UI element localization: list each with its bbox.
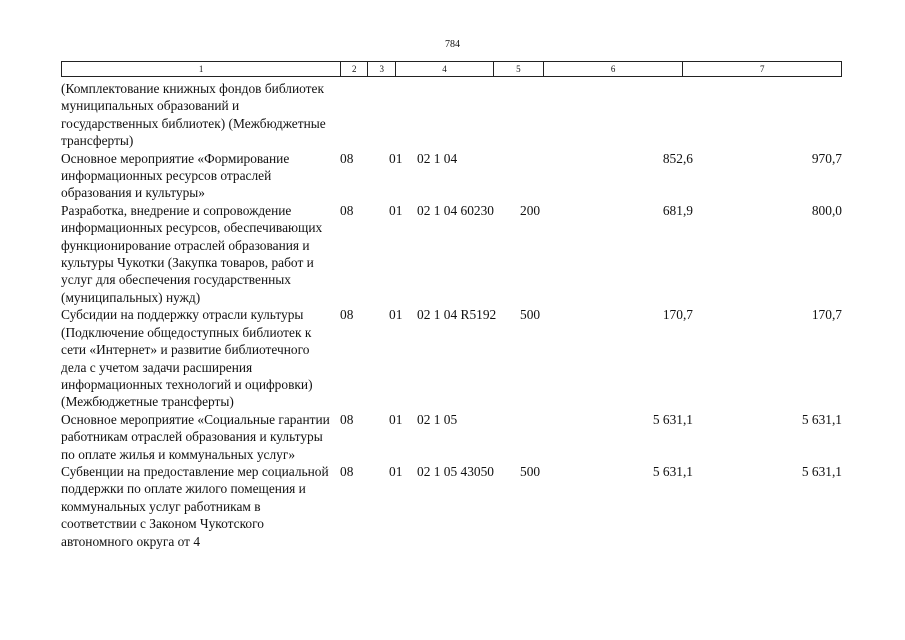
header-cell-2: 2 bbox=[340, 62, 367, 76]
row-csr: 02 1 05 bbox=[417, 411, 458, 427]
row-csr bbox=[417, 80, 520, 150]
row-pr: 01 bbox=[389, 202, 403, 218]
row-pr: 01 bbox=[389, 411, 403, 427]
row-pr: 01 bbox=[389, 150, 403, 166]
row-vr bbox=[520, 80, 565, 150]
row-pr: 01 bbox=[389, 307, 403, 323]
row-name: (Комплектование книжных фондов библиотек муниципальных образований и государственных библиотек) (Межбюджетные трансферты) bbox=[61, 81, 326, 149]
header-cell-5: 5 bbox=[493, 62, 543, 76]
table-body bbox=[61, 80, 842, 550]
row-amount-col6: 5 631,1 bbox=[652, 463, 693, 479]
header-cell-6: 6 bbox=[543, 62, 683, 76]
row-amount-col7: 800,0 bbox=[811, 202, 842, 218]
row-csr: 02 1 05 43050 bbox=[417, 463, 494, 479]
row-name: Разработка, внедрение и сопровождение информационных ресурсов, обеспечивающих функционирование отраслей образования и культуры Чукотки (Закупка товаров, работ и услуг для обеспечения государственных (муниципальных) нужд) bbox=[61, 202, 323, 305]
row-pr bbox=[367, 80, 417, 150]
row-csr: 02 1 04 R5192 bbox=[417, 307, 497, 323]
row-name: Основное мероприятие «Формирование информационных ресурсов отраслей образования и культуры» bbox=[61, 150, 290, 201]
header-cell-4: 4 bbox=[395, 62, 493, 76]
table-row bbox=[61, 306, 842, 410]
row-pr: 01 bbox=[389, 463, 403, 479]
row-vr: 200 bbox=[520, 202, 541, 218]
row-vr: 500 bbox=[520, 463, 541, 479]
table-row bbox=[61, 202, 842, 306]
row-amount-col6: 852,6 bbox=[662, 150, 693, 166]
row-name: Субсидии на поддержку отрасли культуры (Подключение общедоступных библиотек к сети «Интернет» и развитие библиотечного дела с учетом задачи расширения информационных технологий и оцифровки) (Межбюджетные трансферты) bbox=[61, 307, 313, 410]
row-amount-col7: 170,7 bbox=[811, 307, 842, 323]
row-vr bbox=[520, 150, 565, 202]
row-amount-col7 bbox=[693, 80, 842, 150]
row-rz: 08 bbox=[340, 150, 354, 166]
page-number: 784 bbox=[445, 39, 460, 50]
row-amount-col6: 5 631,1 bbox=[652, 411, 693, 427]
row-vr: 500 bbox=[520, 307, 541, 323]
row-rz: 08 bbox=[340, 307, 354, 323]
row-csr: 02 1 04 60230 bbox=[417, 202, 494, 218]
row-name: Субвенции на предоставление мер социальной поддержки по оплате жилого помещения и коммунальных услуг работникам в соответствии с Законом Чукотского автономного округа от 4 bbox=[61, 463, 329, 549]
table-row bbox=[61, 411, 842, 463]
row-amount-col6 bbox=[565, 80, 693, 150]
header-cell-3: 3 bbox=[367, 62, 395, 76]
row-amount-col7: 970,7 bbox=[811, 150, 842, 166]
row-amount-col6: 681,9 bbox=[662, 202, 693, 218]
row-name: Основное мероприятие «Социальные гарантии работникам отраслей образования и культуры по оплате жилья и коммунальных услуг» bbox=[61, 411, 330, 462]
row-rz bbox=[340, 80, 367, 150]
row-amount-col7: 5 631,1 bbox=[801, 463, 842, 479]
row-rz: 08 bbox=[340, 411, 354, 427]
row-vr bbox=[520, 411, 565, 463]
row-rz: 08 bbox=[340, 202, 354, 218]
table-row bbox=[61, 80, 842, 150]
header-cell-7: 7 bbox=[682, 62, 841, 76]
header-cell-1: 1 bbox=[198, 64, 204, 74]
row-amount-col6: 170,7 bbox=[662, 307, 693, 323]
row-csr: 02 1 04 bbox=[417, 150, 458, 166]
row-rz: 08 bbox=[340, 463, 354, 479]
table-row bbox=[61, 463, 842, 550]
table-row bbox=[61, 150, 842, 202]
table-header-row bbox=[61, 61, 842, 77]
row-amount-col7: 5 631,1 bbox=[801, 411, 842, 427]
